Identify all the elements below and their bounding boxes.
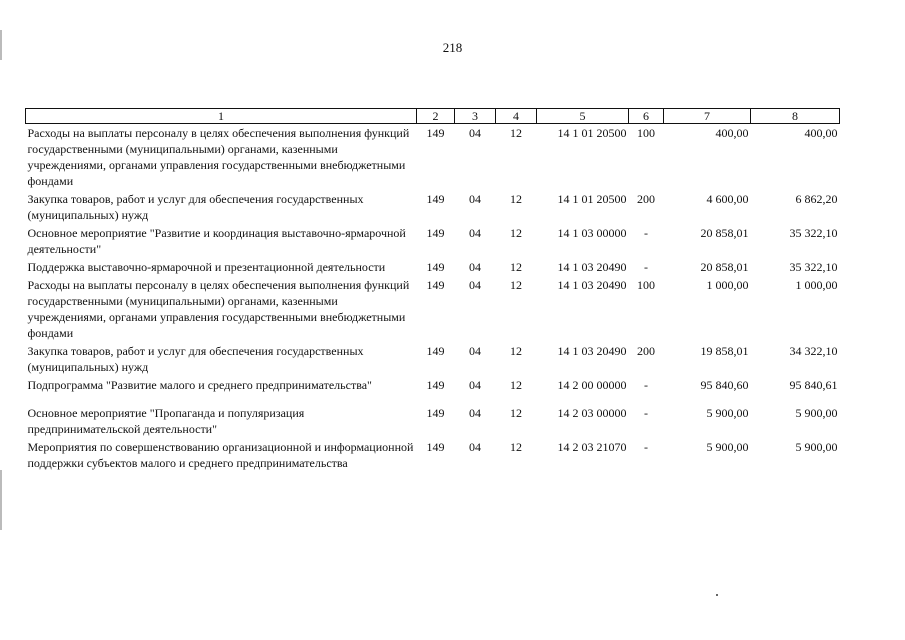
column-header-8: 8 (751, 109, 840, 124)
row-code-6: - (644, 440, 648, 454)
row-code-3: 04 (469, 378, 481, 392)
table-row (26, 404, 840, 438)
column-header-5: 5 (537, 109, 629, 124)
row-code-4: 12 (510, 344, 522, 358)
row-code-4: 12 (510, 126, 522, 140)
row-amount-8: 5 900,00 (795, 406, 838, 420)
table-row (26, 224, 840, 258)
row-name: Расходы на выплаты персоналу в целях обеспечения выполнения функций государственными (муниципальными) органами, казенными учреждениями, органами управления государственными внебюджетными фондами (27, 126, 410, 188)
row-amount-8: 400,00 (804, 126, 838, 140)
row-code-5: 14 1 01 20500 (557, 192, 627, 206)
row-code-2: 149 (426, 440, 445, 454)
row-code-6: - (644, 260, 648, 274)
table-row (26, 258, 840, 276)
scan-speck (716, 594, 718, 596)
row-code-4: 12 (510, 440, 522, 454)
page-number: 218 (442, 40, 463, 55)
row-code-6: - (644, 378, 648, 392)
row-code-6: - (644, 406, 648, 420)
table-row (26, 438, 840, 472)
row-code-5: 14 2 00 00000 (557, 378, 627, 392)
row-code-6: 200 (637, 192, 655, 206)
header-row (26, 109, 840, 124)
row-code-4: 12 (510, 406, 522, 420)
column-header-6: 6 (629, 109, 664, 124)
row-code-4: 12 (510, 226, 522, 240)
row-amount-7: 20 858,01 (700, 226, 749, 240)
row-code-5: 14 2 03 21070 (557, 440, 627, 454)
row-code-6: 100 (637, 278, 655, 292)
row-name: Основное мероприятие "Пропаганда и популяризация предпринимательской деятельности" (27, 406, 305, 436)
row-code-5: 14 1 03 20490 (557, 344, 627, 358)
row-code-2: 149 (426, 192, 445, 206)
row-code-4: 12 (510, 378, 522, 392)
row-code-3: 04 (469, 260, 481, 274)
table-row (26, 276, 840, 342)
row-name: Закупка товаров, работ и услуг для обеспечения государственных (муниципальных) нужд (27, 344, 364, 374)
row-code-3: 04 (469, 406, 481, 420)
row-amount-7: 400,00 (715, 126, 749, 140)
row-code-4: 12 (510, 192, 522, 206)
column-header-2: 2 (417, 109, 455, 124)
table-row (26, 376, 840, 394)
row-code-3: 04 (469, 126, 481, 140)
row-code-2: 149 (426, 226, 445, 240)
column-header-4: 4 (496, 109, 537, 124)
row-name: Расходы на выплаты персоналу в целях обеспечения выполнения функций государственными (муниципальными) органами, казенными учреждениями, органами управления государственными внебюджетными фондами (27, 278, 410, 340)
row-code-6: 100 (637, 126, 655, 140)
row-amount-8: 1 000,00 (795, 278, 838, 292)
row-amount-7: 4 600,00 (706, 192, 749, 206)
row-code-3: 04 (469, 278, 481, 292)
row-amount-8: 5 900,00 (795, 440, 838, 454)
row-name: Основное мероприятие "Развитие и координация выставочно-ярмарочной деятельности" (27, 226, 406, 256)
row-amount-7: 1 000,00 (706, 278, 749, 292)
row-amount-7: 20 858,01 (700, 260, 749, 274)
column-header-3: 3 (455, 109, 496, 124)
row-name: Подпрограмма "Развитие малого и среднего предпринимательства" (27, 378, 372, 392)
row-code-2: 149 (426, 344, 445, 358)
row-code-4: 12 (510, 260, 522, 274)
row-amount-8: 35 322,10 (789, 260, 838, 274)
row-code-2: 149 (426, 260, 445, 274)
row-code-2: 149 (426, 378, 445, 392)
row-amount-8: 95 840,61 (789, 378, 838, 392)
row-code-4: 12 (510, 278, 522, 292)
row-code-3: 04 (469, 440, 481, 454)
row-amount-7: 5 900,00 (706, 440, 749, 454)
row-amount-7: 5 900,00 (706, 406, 749, 420)
row-code-6: 200 (637, 344, 655, 358)
row-code-3: 04 (469, 344, 481, 358)
scan-margin-mark (0, 470, 2, 530)
table-row (26, 342, 840, 376)
table-row (26, 190, 840, 224)
row-code-2: 149 (426, 278, 445, 292)
row-code-2: 149 (426, 126, 445, 140)
row-code-5: 14 2 03 00000 (557, 406, 627, 420)
column-header-1: 1 (26, 109, 417, 124)
row-amount-7: 19 858,01 (700, 344, 749, 358)
row-amount-8: 35 322,10 (789, 226, 838, 240)
row-code-3: 04 (469, 226, 481, 240)
row-code-6: - (644, 226, 648, 240)
row-amount-7: 95 840,60 (700, 378, 749, 392)
row-code-3: 04 (469, 192, 481, 206)
spacer-row (26, 394, 840, 404)
row-name: Закупка товаров, работ и услуг для обеспечения государственных (муниципальных) нужд (27, 192, 364, 222)
row-amount-8: 34 322,10 (789, 344, 838, 358)
row-code-2: 149 (426, 406, 445, 420)
column-header-7: 7 (664, 109, 751, 124)
row-name: Мероприятия по совершенствованию организационной и информационной поддержки субъектов малого и среднего предпринимательства (27, 440, 414, 470)
budget-table (25, 108, 840, 472)
scan-margin-mark (0, 30, 2, 60)
row-name: Поддержка выставочно-ярмарочной и презентационной деятельности (27, 260, 386, 274)
row-code-5: 14 1 03 00000 (557, 226, 627, 240)
row-code-5: 14 1 03 20490 (557, 260, 627, 274)
row-amount-8: 6 862,20 (795, 192, 838, 206)
table-row (26, 124, 840, 191)
row-code-5: 14 1 03 20490 (557, 278, 627, 292)
row-code-5: 14 1 01 20500 (557, 126, 627, 140)
